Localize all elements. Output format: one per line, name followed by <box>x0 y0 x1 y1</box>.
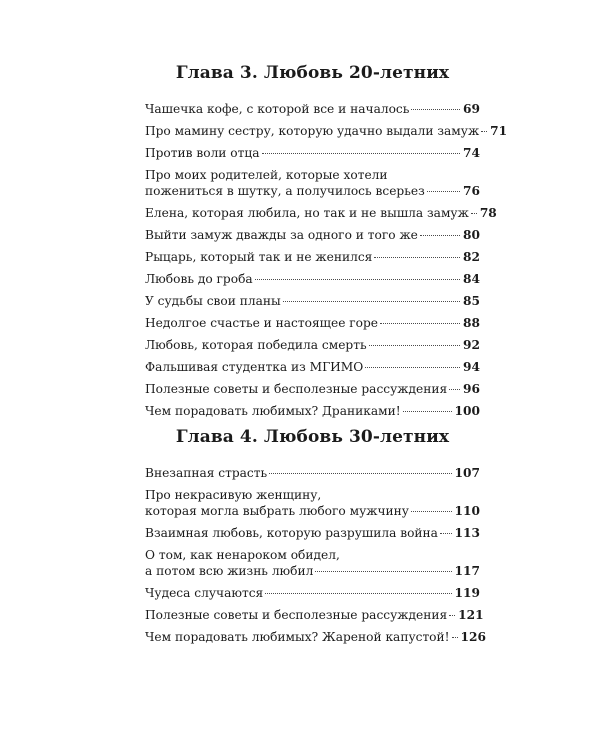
toc-entry[interactable] <box>145 607 484 623</box>
toc-entry[interactable] <box>145 315 480 331</box>
toc-entry-title: Чем порадовать любимых? Жареной капустой! <box>145 630 450 644</box>
toc-entry[interactable] <box>145 465 480 481</box>
toc-entry-title: Полезные советы и бесполезные рассуждения <box>145 608 448 622</box>
leader-dots <box>420 235 460 236</box>
toc-entry-page: 126 <box>460 630 486 644</box>
chapter-3-section <box>145 62 508 425</box>
leader-dots <box>262 153 461 154</box>
toc-entry-title: Рыцарь, который так и не женился <box>145 250 373 264</box>
toc-entry-page: 71 <box>490 124 508 138</box>
toc-entry-page: 76 <box>463 184 480 198</box>
toc-entry-page: 88 <box>463 316 480 330</box>
toc-entry-title-line1: Про моих родителей, которые хотели <box>145 168 388 182</box>
toc-entry-title: Полезные советы и бесполезные рассуждения <box>145 382 448 396</box>
leader-dots <box>269 473 451 474</box>
chapter-4-title: Глава 4. Любовь 30-летних <box>175 427 450 447</box>
toc-entry-page: 94 <box>463 360 480 374</box>
toc-entry[interactable] <box>145 271 480 287</box>
toc-entry-title: Чем порадовать любимых? Драниками! <box>145 404 401 418</box>
leader-dots <box>283 301 460 302</box>
toc-entry-page: 96 <box>463 382 480 396</box>
leader-dots <box>380 323 460 324</box>
leader-dots <box>255 279 460 280</box>
toc-entry[interactable] <box>145 381 480 397</box>
toc-entry-title: У судьбы свои планы <box>145 294 281 308</box>
toc-entry-page: 84 <box>463 272 480 286</box>
toc-entry-page: 121 <box>458 608 484 622</box>
toc-entry[interactable] <box>145 249 480 265</box>
toc-entry[interactable] <box>145 403 480 419</box>
leader-dots <box>452 637 458 638</box>
leader-dots <box>365 367 460 368</box>
toc-entry-page: 85 <box>463 294 480 308</box>
toc-entry-page: 92 <box>463 338 480 352</box>
leader-dots <box>411 511 452 512</box>
toc-entry-page: 110 <box>454 504 480 518</box>
leader-dots <box>481 131 487 132</box>
leader-dots <box>403 411 452 412</box>
toc-entry[interactable] <box>145 525 480 541</box>
toc-entry[interactable] <box>145 205 497 221</box>
chapter-4-toc-list <box>145 465 486 645</box>
leader-dots <box>440 533 452 534</box>
toc-entry[interactable] <box>145 167 480 199</box>
toc-entry[interactable] <box>145 629 486 645</box>
leader-dots <box>411 109 460 110</box>
toc-entry[interactable] <box>145 585 480 601</box>
toc-entry[interactable] <box>145 123 508 139</box>
toc-entry[interactable] <box>145 337 480 353</box>
toc-entry-title: Елена, которая любила, но так и не вышла замуж <box>145 206 469 220</box>
toc-entry-title: Против воли отца <box>145 146 260 160</box>
toc-entry-title-line1: О том, как ненароком обидел, <box>145 548 340 562</box>
toc-entry-title: Взаимная любовь, которую разрушила война <box>145 526 438 540</box>
toc-entry-title: Чудеса случаются <box>145 586 264 600</box>
chapter-3-title: Глава 3. Любовь 20-летних <box>175 63 450 83</box>
toc-entry-page: 119 <box>454 586 480 600</box>
leader-dots <box>427 191 460 192</box>
toc-entry-title: Про мамину сестру, которую удачно выдали замуж <box>145 124 480 138</box>
leader-dots <box>369 345 460 346</box>
toc-entry-title-line2: пожениться в шутку, а получилось всерьез <box>145 184 425 198</box>
chapter-4-section <box>145 426 486 651</box>
toc-entry[interactable] <box>145 487 480 519</box>
toc-entry[interactable] <box>145 359 480 375</box>
toc-entry-page: 113 <box>454 526 480 540</box>
toc-entry-page: 107 <box>454 466 480 480</box>
toc-entry-page: 82 <box>463 250 480 264</box>
leader-dots <box>449 615 455 616</box>
toc-entry[interactable] <box>145 145 480 161</box>
toc-entry-title: Фальшивая студентка из МГИМО <box>145 360 364 374</box>
toc-entry-title: Выйти замуж дважды за одного и того же <box>145 228 418 242</box>
toc-entry-title: Недолгое счастье и настоящее горе <box>145 316 379 330</box>
toc-entry-page: 78 <box>479 206 497 220</box>
toc-entry[interactable] <box>145 293 480 309</box>
toc-entry-page: 80 <box>463 228 480 242</box>
toc-entry-title: Любовь до гроба <box>145 272 253 286</box>
toc-entry[interactable] <box>145 547 480 579</box>
toc-entry-page: 117 <box>454 564 480 578</box>
leader-dots <box>265 593 451 594</box>
chapter-3-toc-list <box>145 101 508 419</box>
leader-dots <box>315 571 451 572</box>
toc-entry-page: 74 <box>463 146 480 160</box>
toc-entry-title: Любовь, которая победила смерть <box>145 338 367 352</box>
leader-dots <box>449 389 460 390</box>
toc-entry[interactable] <box>145 101 480 117</box>
toc-entry[interactable] <box>145 227 480 243</box>
toc-entry-title: Внезапная страсть <box>145 466 268 480</box>
leader-dots <box>374 257 460 258</box>
toc-entry-title: Чашечка кофе, с которой все и началось <box>145 102 410 116</box>
toc-entry-title-line2: а потом всю жизнь любил <box>145 564 314 578</box>
toc-entry-page: 100 <box>454 404 480 418</box>
toc-entry-title-line2: которая могла выбрать любого мужчину <box>145 504 409 518</box>
toc-entry-title-line1: Про некрасивую женщину, <box>145 488 322 502</box>
toc-entry-page: 69 <box>463 102 480 116</box>
leader-dots <box>471 213 477 214</box>
